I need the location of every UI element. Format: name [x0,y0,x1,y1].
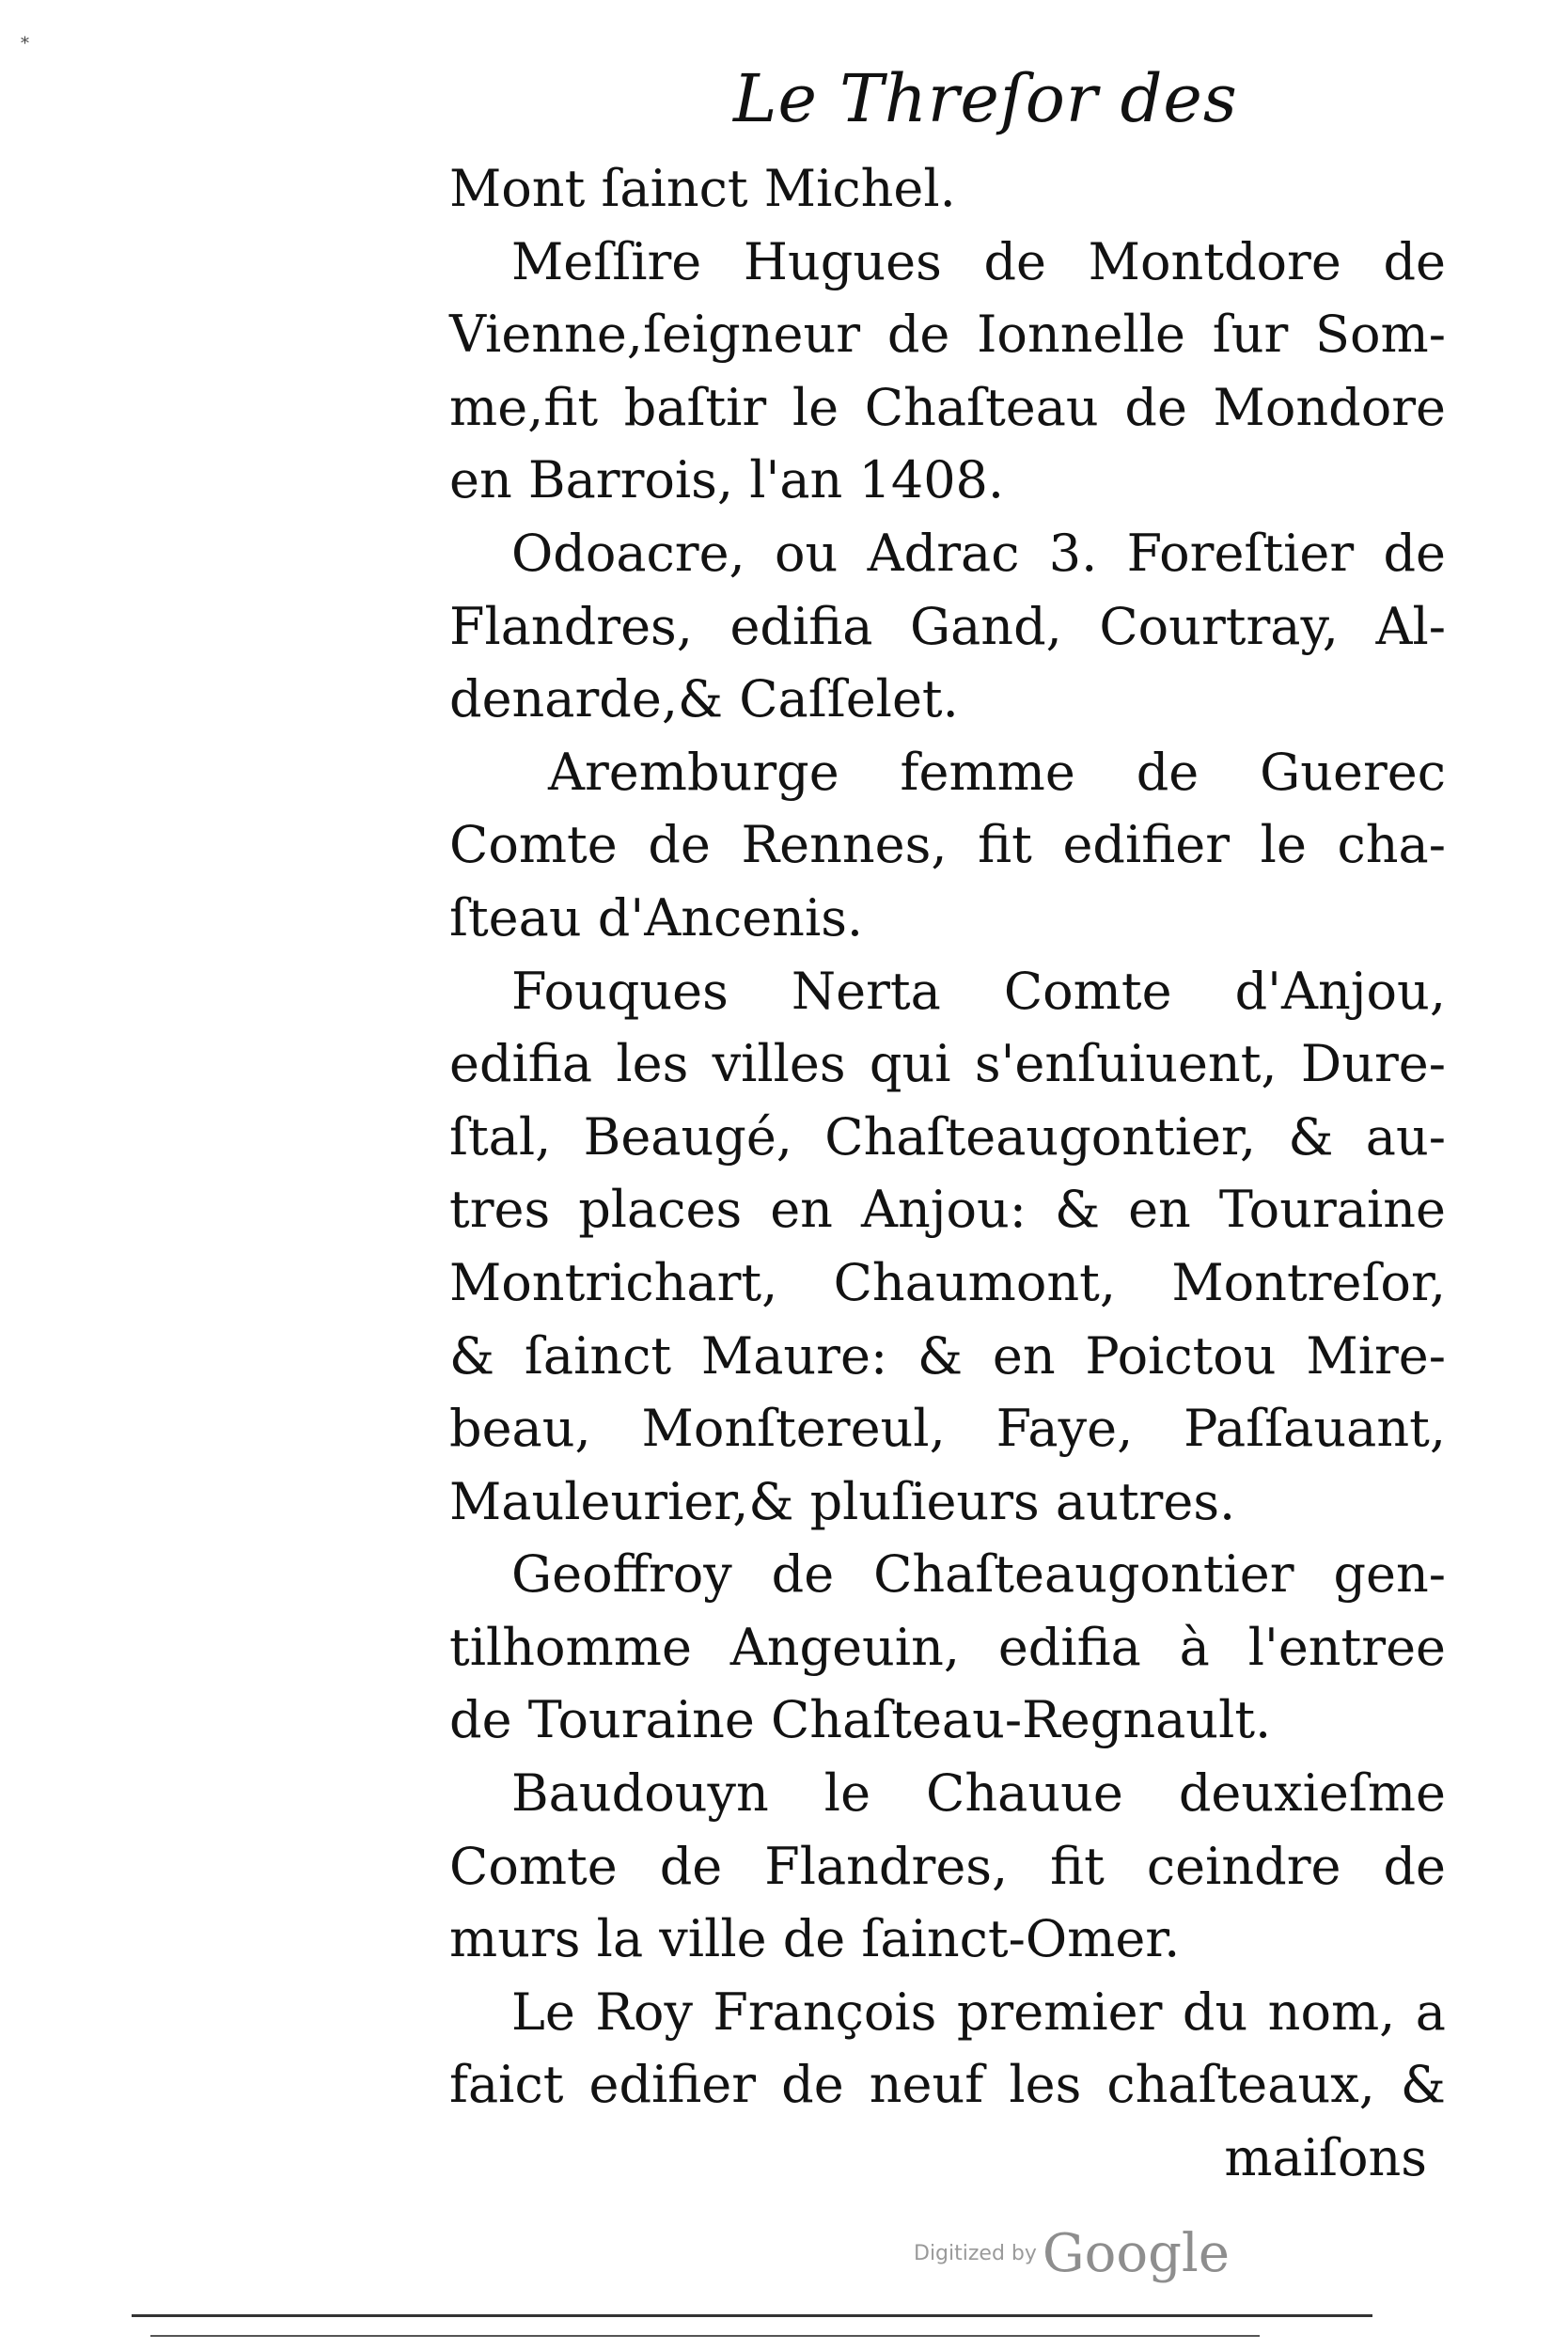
running-head: Le Threſor des [733,60,1238,137]
text-line: faict edifier de neuf les chaſteaux, & [449,2055,1446,2115]
text-line: Mont ſainct Michel. [449,159,956,218]
text-line: Baudouyn le Chauue deuxieſme [511,1763,1446,1824]
text-line: Fouques Nerta Comte d'Anjou, [511,961,1446,1021]
digitization-watermark [914,2223,1230,2284]
text-line: Flandres, edifia Gand, Courtray, Al- [449,596,1446,656]
text-line: en Barrois, l'an 1408. [449,450,1005,510]
text-line: Le Roy François premier du nom, a [511,1982,1446,2042]
text-line: Meſſire Hugues de Montdore de [511,231,1446,291]
bottom-edge-rule [132,2314,1372,2317]
watermark-brand: Google [1042,2223,1230,2284]
text-line: murs la ville de ſainct-Omer. [449,1909,1181,1969]
text-line: tres places en Anjou: & en Touraine [449,1180,1446,1240]
text-line: Odoacre, ou Adrac 3. Foreſtier de [511,523,1446,583]
body-text [449,152,1446,2195]
text-line: beau, Monſtereul, Faye, Paſſauant, [449,1399,1446,1459]
text-line: de Touraine Chaſteau-Regnault. [449,1690,1272,1750]
text-line: edifia les villes qui s'enſuiuent, Dure- [449,1034,1446,1094]
bottom-edge-rule-secondary [150,2335,1260,2337]
text-line: Vienne,ſeigneur de Ionnelle ſur Som- [449,305,1446,365]
text-line: Aremburge femme de Guerec [548,742,1446,802]
text-line: me,fit baſtir le Chaſteau de Mondore [449,377,1446,437]
text-line: Montrichart, Chaumont, Montreſor, [449,1252,1446,1312]
text-line: denarde,& Caſſelet. [449,669,959,729]
watermark-prefix: Digitized by [914,2242,1037,2265]
corner-mark: * [21,34,29,54]
catchword: maiſons [1224,2128,1427,2188]
text-line: Comte de Rennes, fit edifier le cha- [449,815,1446,875]
text-line: ſtal, Beaugé, Chaſteaugontier, & au- [449,1106,1446,1167]
text-line: tilhomme Angeuin, edifia à l'entree [449,1617,1446,1677]
text-line: Mauleurier,& pluſieurs autres. [449,1471,1236,1531]
text-line: & ſainct Maure: & en Poictou Mire- [449,1325,1446,1386]
text-line: Geoffroy de Chaſteaugontier gen- [511,1544,1446,1605]
text-line: Comte de Flandres, fit ceindre de [449,1836,1446,1896]
text-line: ſteau d'Ancenis. [449,887,864,948]
